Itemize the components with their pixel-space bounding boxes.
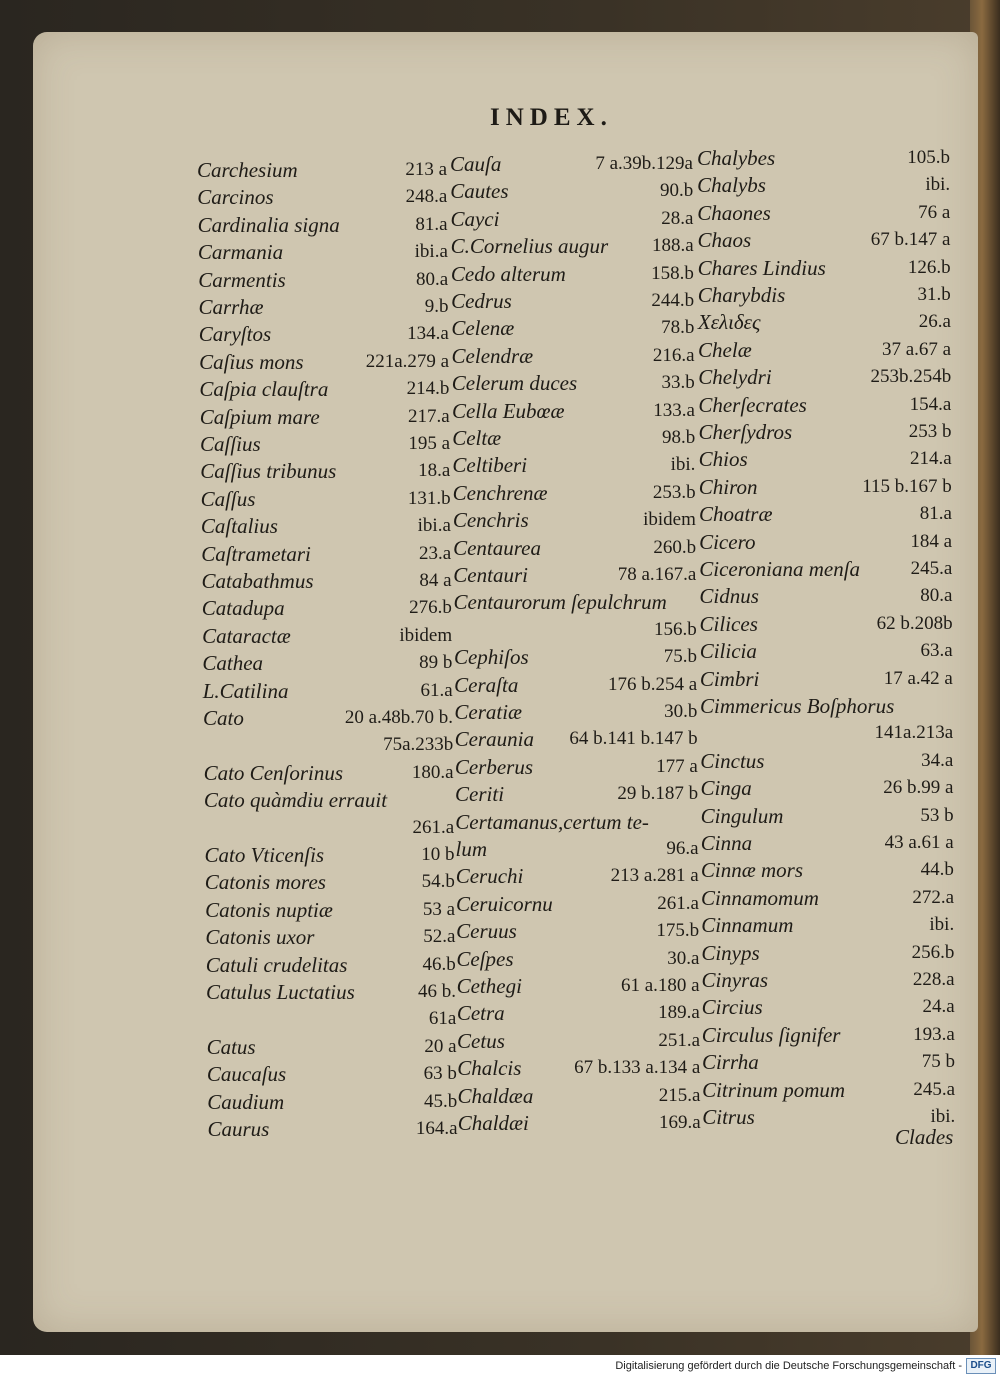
- index-page-reference: 272.a: [912, 886, 955, 908]
- index-term: Cingulum: [700, 803, 784, 828]
- index-page-reference: 244.b: [651, 290, 695, 311]
- index-page-reference: 213 a.281 a: [610, 865, 699, 887]
- index-page-reference: 228.a: [912, 969, 955, 990]
- index-page-reference: 177 a: [656, 755, 698, 777]
- index-term: L.Catilina: [202, 678, 289, 703]
- index-term: Cedo alterum: [450, 261, 566, 286]
- index-page-reference: 53 a: [422, 898, 456, 920]
- index-term: Cato Cenſorinus: [203, 760, 344, 785]
- index-page-reference: 80.a: [920, 585, 953, 607]
- index-page-reference: 98.b: [661, 427, 696, 448]
- index-term: Cherſydros: [698, 420, 793, 444]
- index-page-reference: 188.a: [651, 235, 694, 257]
- index-page-reference: 193.a: [913, 1023, 955, 1045]
- index-term: Chaldæi: [457, 1111, 529, 1135]
- index-page-reference: 46 b.: [418, 981, 456, 1002]
- index-page-reference: 80.a: [416, 268, 449, 290]
- index-term: Ceruus: [456, 919, 517, 944]
- index-term: Cherſecrates: [698, 392, 807, 417]
- index-page-reference: 261.a: [657, 892, 699, 914]
- index-page-reference: 76 a: [918, 201, 951, 223]
- dfg-logo: DFG: [966, 1358, 996, 1374]
- index-page-reference: 46.b: [422, 953, 456, 975]
- index-page-reference: 17 a.42 a: [883, 667, 953, 689]
- index-term: Catonis uxor: [205, 925, 315, 950]
- index-page-reference: 61a: [428, 1008, 457, 1030]
- index-page-reference: 251.a: [658, 1029, 701, 1051]
- index-page-reference: 184 a: [910, 530, 953, 552]
- index-term: Celtæ: [452, 426, 502, 450]
- index-page-reference: 154.a: [909, 393, 952, 415]
- index-page-reference: 115 b.167 b: [862, 475, 952, 497]
- index-page-reference: 54.b: [421, 871, 455, 893]
- index-page-reference: ibi.: [925, 174, 951, 196]
- index-page-reference: 10 b: [421, 844, 455, 865]
- index-term: Cauſa: [450, 152, 502, 176]
- index-term: Chalcis: [457, 1056, 522, 1081]
- index-term: Cinna: [700, 831, 753, 855]
- index-page-reference: 75a.233b: [383, 734, 454, 756]
- index-term: Cinctus: [700, 748, 765, 773]
- index-term: Chios: [698, 447, 748, 472]
- index-page-reference: 126.b: [907, 256, 951, 278]
- index-page-reference: ibi.: [930, 1106, 956, 1127]
- index-page-reference: 61 a.180 a: [620, 975, 700, 996]
- index-term: Caſtalius: [200, 514, 278, 539]
- index-page-reference: 78.b: [661, 317, 695, 339]
- index-page-reference: 75 b: [921, 1051, 955, 1073]
- index-page-reference: ibidem: [399, 624, 453, 646]
- index-page-reference: 276.b: [409, 597, 452, 619]
- index-page-reference: 28.a: [661, 207, 694, 229]
- index-term: Cethegi: [456, 974, 522, 998]
- index-page-reference: 248.a: [405, 186, 448, 208]
- index-page-reference: 67 b.133 a.134 a: [574, 1057, 701, 1079]
- index-term: Cinnamomum: [701, 885, 819, 910]
- index-page-reference: 164.a: [415, 1118, 458, 1139]
- index-term: Celtiberi: [452, 453, 528, 478]
- index-page-reference: 63.a: [920, 640, 953, 662]
- index-page-reference: 158.b: [651, 262, 694, 284]
- index-page-reference: ibi.: [670, 454, 696, 476]
- index-term: Carcinos: [197, 185, 274, 210]
- index-page-reference: 37 a.67 a: [881, 338, 952, 360]
- index-term: Chiron: [698, 474, 758, 499]
- index-page-reference: 213 a: [405, 159, 447, 180]
- index-term: Carrhæ: [198, 295, 264, 319]
- index-term: Cerberus: [454, 754, 533, 779]
- index-term: Ceruchi: [455, 864, 524, 889]
- index-term: Cataractæ: [202, 623, 291, 648]
- index-term: Catonis mores: [204, 870, 326, 895]
- index-page-reference: 260.b: [653, 536, 697, 558]
- index-page-reference: 221a.279 a: [365, 350, 450, 372]
- index-term: Cicero: [699, 529, 756, 554]
- index-term: Cirrha: [701, 1050, 759, 1075]
- index-page-reference: 45.b: [423, 1090, 458, 1112]
- index-page-reference: 29 b.187 b: [617, 783, 699, 805]
- index-page-reference: 245.a: [913, 1078, 956, 1100]
- index-term: Caſſus: [200, 486, 256, 511]
- index-term: Celendræ: [451, 343, 534, 368]
- index-page-reference: 253b.254b: [870, 366, 952, 388]
- index-page-reference: 261.a: [412, 816, 455, 838]
- index-term: Ceraſta: [454, 672, 519, 697]
- index-page-reference: 78 a.167.a: [617, 564, 697, 585]
- index-page-reference: 26 b.99 a: [883, 777, 954, 799]
- index-term: Cinyps: [701, 940, 760, 965]
- index-term: Cenchris: [452, 508, 529, 533]
- index-term: Chelæ: [698, 337, 752, 362]
- index-term: C.Cornelius augur: [450, 234, 609, 259]
- index-term: Cinga: [700, 776, 752, 801]
- index-term: Caſius mons: [199, 349, 304, 374]
- index-term: Caudium: [207, 1089, 285, 1114]
- index-term: Circulus ſignifer: [701, 1022, 841, 1047]
- index-page-reference: 64 b.141 b.147 b: [569, 728, 698, 750]
- index-term: Chares Lindius: [697, 255, 826, 280]
- index-term: Cella Eubœæ: [451, 398, 565, 423]
- index-page-reference: 133.a: [653, 399, 695, 421]
- index-term: Caſſius: [200, 432, 261, 456]
- index-page-reference: 175.b: [656, 920, 700, 942]
- index-page-reference: 256.b: [911, 941, 955, 963]
- index-term: Caucaſus: [206, 1062, 287, 1087]
- index-term: Centauri: [453, 563, 528, 587]
- index-term: lum: [455, 837, 487, 861]
- index-page-reference: 176 b.254 a: [608, 673, 698, 695]
- index-term: Caſtrametari: [201, 541, 311, 566]
- index-term: Choatræ: [698, 502, 773, 527]
- index-page-reference: 30.a: [667, 947, 700, 969]
- index-term: Catuli crudelitas: [205, 952, 348, 977]
- index-term: Cenchrenæ: [452, 480, 548, 505]
- index-page-reference: 84 a: [419, 570, 452, 591]
- index-page-reference: 81.a: [415, 213, 448, 235]
- index-page-reference: 216.a: [652, 344, 695, 366]
- index-page-reference: ibi.a: [417, 515, 451, 537]
- index-page-reference: 156.b: [654, 618, 697, 640]
- index-term: Cato Vticenſis: [204, 843, 325, 867]
- index-term: Chaones: [697, 200, 771, 225]
- index-term: Cephiſos: [453, 645, 529, 670]
- catchword: Clades: [895, 1125, 954, 1149]
- index-term: Circius: [701, 995, 763, 1020]
- index-term: Ceriti: [455, 782, 505, 807]
- index-page-reference: 34.a: [921, 749, 954, 771]
- index-page-reference: 24.a: [922, 996, 955, 1018]
- index-page-reference: 62 b.208b: [876, 612, 953, 634]
- index-page-reference: 20 a: [424, 1035, 457, 1057]
- index-page-reference: 180.a: [411, 761, 454, 783]
- index-term: Ciceroniana menſa: [699, 557, 861, 581]
- index-term: Caryſtos: [198, 322, 272, 347]
- index-term: Cato: [203, 706, 244, 730]
- index-term: Cidnus: [699, 584, 759, 609]
- index-term: Cathea: [202, 651, 264, 676]
- index-term: Catonis nuptiæ: [205, 897, 333, 922]
- index-term: Ceraunia: [454, 727, 534, 752]
- index-term: Chalybs: [697, 173, 766, 198]
- index-page-reference: 169.a: [659, 1112, 701, 1133]
- index-term: Charybdis: [697, 283, 786, 307]
- index-term: Cinyras: [701, 968, 769, 992]
- index-term: Cardinalia signa: [197, 212, 340, 237]
- index-page-reference: 30.b: [664, 701, 698, 722]
- index-term: Cedrus: [451, 289, 512, 313]
- index-term: Caſpia clauſtra: [199, 377, 329, 402]
- index-term: Cinnamum: [701, 913, 794, 938]
- index-term: Cimbri: [699, 666, 760, 691]
- index-term: Cimmericus Boſphorus: [700, 694, 895, 718]
- index-page-reference: 9.b: [424, 296, 449, 317]
- index-term: Cinnæ mors: [700, 858, 803, 883]
- index-term: Cilicia: [699, 639, 757, 664]
- index-term: Catulus Luctatius: [206, 980, 355, 1004]
- index-page-reference: 195 a: [408, 433, 450, 454]
- index-page-reference: 253.b: [652, 481, 696, 503]
- index-page-reference: 245.a: [910, 558, 953, 579]
- index-page-reference: 67 b.147 a: [870, 229, 951, 251]
- index-term: Cilices: [699, 611, 758, 636]
- index-page-reference: 215.a: [658, 1084, 701, 1106]
- index-page-reference: 131.b: [407, 487, 451, 509]
- index-term: Caurus: [207, 1117, 270, 1141]
- page-header: INDEX.: [490, 104, 613, 131]
- index-term: Centaurorum ſepulchrum: [453, 590, 667, 615]
- index-term: Ceratiæ: [454, 700, 523, 724]
- index-page-reference: 214.b: [406, 378, 450, 400]
- index-term: Centaurea: [453, 535, 541, 560]
- index-page-reference: 52.a: [423, 926, 456, 948]
- index-term: Caſpium mare: [199, 404, 320, 429]
- index-term: Catabathmus: [201, 569, 314, 593]
- index-term: Catus: [206, 1034, 256, 1059]
- index-page-reference: 253 b: [908, 421, 952, 442]
- index-term: Χελιδες: [697, 310, 761, 335]
- index-page-reference: 81.a: [919, 503, 952, 525]
- footer-credit: Digitalisierung gefördert durch die Deutsche Forschungsgemeinschaft -: [615, 1360, 962, 1372]
- index-term: Carchesium: [197, 158, 298, 182]
- index-term: Cautes: [450, 179, 509, 204]
- index-page-reference: 89 b: [419, 652, 453, 674]
- index-page-reference: 90.b: [659, 180, 694, 202]
- index-term: Chaldæa: [457, 1083, 534, 1108]
- index-page-reference: 33.b: [661, 372, 695, 394]
- index-page-reference: 141a.213a: [874, 722, 954, 744]
- index-page-reference: ibidem: [643, 509, 696, 531]
- index-page-reference: 214.a: [909, 448, 952, 470]
- index-page-reference: 189.a: [658, 1002, 700, 1024]
- index-page-reference: 31.b: [917, 284, 951, 305]
- index-page-reference: 20 a.48b.70 b.: [344, 707, 453, 728]
- index-page-reference: 43 a.61 a: [884, 832, 954, 853]
- index-term: Citrinum pomum: [702, 1077, 846, 1102]
- index-page-reference: 96.a: [666, 838, 699, 859]
- index-term: Cetra: [456, 1001, 505, 1026]
- index-page-reference: 23.a: [419, 542, 452, 564]
- index-term: Chaos: [697, 228, 752, 253]
- index-page-reference: 217.a: [408, 405, 450, 427]
- index-term: Chelydri: [698, 365, 772, 390]
- index-page-reference: 63 b: [423, 1063, 457, 1085]
- index-page-reference: 44.b: [920, 859, 954, 881]
- index-page-reference: 18.a: [418, 460, 451, 482]
- index-page-reference: 26.a: [918, 311, 951, 333]
- index-term: Chalybes: [697, 146, 776, 170]
- index-page-reference: ibi.a: [414, 241, 448, 263]
- index-page-reference: ibi.: [929, 914, 955, 936]
- index-term: Cato quàmdiu errauit: [203, 788, 388, 813]
- index-page-reference: 134.a: [407, 323, 449, 345]
- index-page-reference: 75.b: [663, 646, 697, 668]
- index-term: Citrus: [702, 1105, 755, 1129]
- index-term: Celerum duces: [451, 371, 578, 396]
- index-term: Certamanus,certum te-: [455, 809, 649, 834]
- index-term: Ceſpes: [456, 946, 514, 971]
- index-term: Catadupa: [201, 596, 285, 621]
- index-term: Celenæ: [451, 316, 515, 341]
- index-page-reference: 53 b: [920, 804, 954, 826]
- index-term: Carmania: [197, 240, 284, 265]
- index-term: Cetus: [457, 1028, 505, 1053]
- index-page-reference: 105.b: [907, 147, 950, 168]
- index-term: Cayci: [450, 206, 500, 231]
- index-term: Caſſius tribunus: [200, 459, 337, 484]
- index-page-reference: 61.a: [420, 679, 453, 701]
- index-page-reference: 7 a.39b.129a: [595, 153, 693, 174]
- index-term: Carmentis: [198, 267, 286, 292]
- index-term: Ceruicornu: [455, 891, 553, 916]
